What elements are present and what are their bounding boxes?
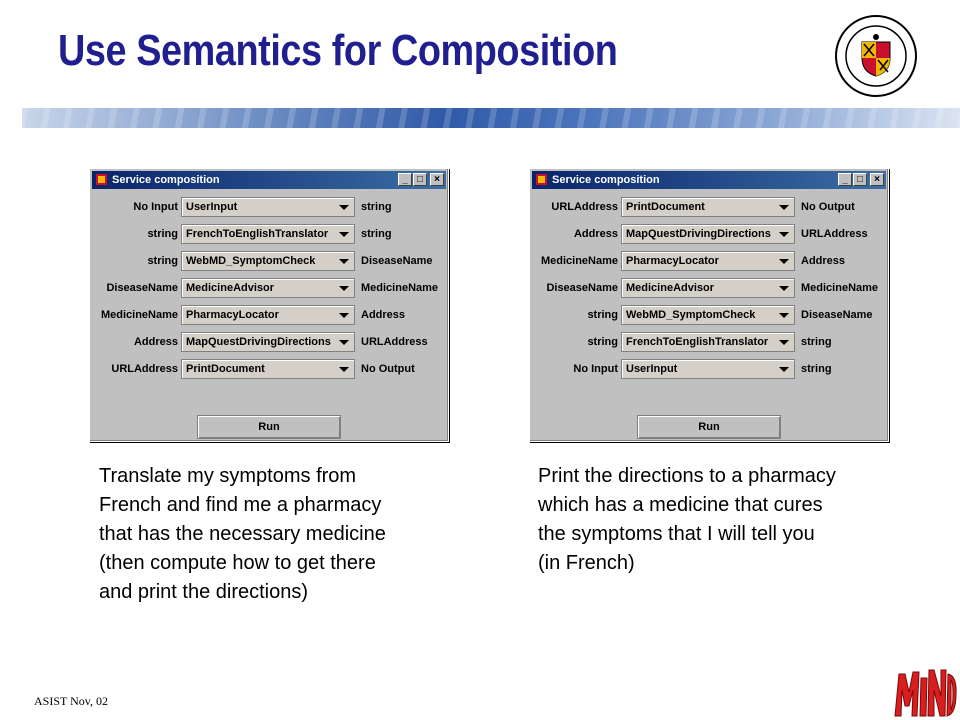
input-type-label: string — [587, 336, 618, 348]
caption-line: the symptoms that I will tell you — [538, 523, 815, 545]
service-dropdown-value: UserInput — [186, 201, 238, 213]
window-title: Service composition — [552, 174, 660, 186]
service-dropdown[interactable] — [181, 359, 355, 379]
dropdown-arrow-icon[interactable] — [339, 340, 349, 345]
service-dropdown-value: FrenchToEnglishTranslator — [626, 336, 769, 348]
service-dropdown[interactable] — [621, 278, 795, 298]
output-type-label: Address — [801, 255, 846, 267]
service-dropdown-value: MedicineAdvisor — [186, 282, 275, 294]
window-titlebar — [92, 171, 446, 189]
composition-row — [530, 197, 886, 219]
caption-line: Translate my symptoms from — [99, 465, 357, 487]
output-type-label: URLAddress — [801, 228, 868, 240]
service-dropdown[interactable] — [621, 224, 795, 244]
input-type-label: MedicineName — [540, 255, 618, 267]
input-type-label: No Input — [573, 363, 618, 375]
composition-row — [90, 278, 446, 300]
input-type-label: DiseaseName — [106, 282, 178, 294]
dropdown-arrow-icon[interactable] — [779, 367, 789, 372]
output-type-label: Address — [361, 309, 406, 321]
service-dropdown[interactable] — [181, 224, 355, 244]
input-type-label: MedicineName — [100, 309, 178, 321]
service-dropdown[interactable] — [181, 332, 355, 352]
caption-line: French and find me a pharmacy — [99, 494, 382, 516]
service-dropdown-value: PrintDocument — [186, 363, 265, 375]
minimize-icon[interactable]: _ — [398, 173, 412, 186]
window-titlebar — [532, 171, 886, 189]
output-type-label: URLAddress — [361, 336, 428, 348]
output-type-label: DiseaseName — [361, 255, 433, 267]
service-dropdown[interactable] — [621, 305, 795, 325]
service-dropdown[interactable] — [181, 251, 355, 271]
composition-row — [530, 305, 886, 327]
input-type-label: URLAddress — [111, 363, 178, 375]
service-dropdown-value: FrenchToEnglishTranslator — [186, 228, 329, 240]
output-type-label: MedicineName — [801, 282, 879, 294]
caption-left — [99, 462, 459, 607]
dropdown-arrow-icon[interactable] — [779, 205, 789, 210]
service-dropdown-value: PrintDocument — [626, 201, 705, 213]
caption-line: and print the directions) — [99, 581, 309, 603]
service-dropdown-value: PharmacyLocator — [626, 255, 719, 267]
dropdown-arrow-icon[interactable] — [339, 286, 349, 291]
dropdown-arrow-icon[interactable] — [779, 340, 789, 345]
window-title: Service composition — [112, 174, 220, 186]
service-dropdown[interactable] — [181, 278, 355, 298]
minimize-icon[interactable]: _ — [838, 173, 852, 186]
output-type-label: No Output — [801, 201, 855, 213]
header-banner — [22, 108, 960, 128]
composition-row — [530, 251, 886, 273]
dropdown-arrow-icon[interactable] — [339, 232, 349, 237]
input-type-label: URLAddress — [551, 201, 618, 213]
dropdown-arrow-icon[interactable] — [339, 367, 349, 372]
service-dropdown[interactable] — [181, 305, 355, 325]
service-dropdown-value: WebMD_SymptomCheck — [186, 255, 316, 267]
service-dropdown[interactable] — [621, 332, 795, 352]
output-type-label: string — [801, 363, 832, 375]
output-type-label: No Output — [361, 363, 415, 375]
composition-row — [90, 251, 446, 273]
service-dropdown-value: MapQuestDrivingDirections — [186, 336, 331, 348]
mind-logo — [893, 666, 957, 718]
maximize-icon[interactable]: □ — [853, 173, 867, 186]
service-dropdown-value: MapQuestDrivingDirections — [626, 228, 771, 240]
service-dropdown-value: MedicineAdvisor — [626, 282, 715, 294]
close-icon[interactable]: × — [430, 173, 444, 186]
dropdown-arrow-icon[interactable] — [779, 232, 789, 237]
input-type-label: DiseaseName — [546, 282, 618, 294]
input-type-label: string — [587, 309, 618, 321]
app-icon — [535, 173, 548, 186]
close-icon[interactable]: × — [870, 173, 884, 186]
service-dropdown[interactable] — [621, 197, 795, 217]
input-type-label: No Input — [133, 201, 178, 213]
caption-line: (then compute how to get there — [99, 552, 376, 574]
dropdown-arrow-icon[interactable] — [339, 259, 349, 264]
caption-line: Print the directions to a pharmacy — [538, 465, 836, 487]
service-dropdown[interactable] — [621, 251, 795, 271]
service-composition-window-left — [89, 168, 449, 442]
input-type-label: string — [147, 255, 178, 267]
composition-row — [90, 197, 446, 219]
dropdown-arrow-icon[interactable] — [779, 286, 789, 291]
output-type-label: string — [361, 201, 392, 213]
input-type-label: Address — [573, 228, 618, 240]
composition-row — [90, 359, 446, 381]
maximize-icon[interactable]: □ — [413, 173, 427, 186]
slide-title: Use Semantics for Composition — [58, 26, 618, 75]
dropdown-arrow-icon[interactable] — [779, 259, 789, 264]
caption-line: which has a medicine that cures — [538, 494, 823, 516]
service-dropdown-value: UserInput — [626, 363, 678, 375]
footer-text: ASIST Nov, 02 — [34, 694, 109, 708]
app-icon — [95, 173, 108, 186]
composition-row — [530, 278, 886, 300]
input-type-label: Address — [133, 336, 178, 348]
dropdown-arrow-icon[interactable] — [339, 205, 349, 210]
output-type-label: MedicineName — [361, 282, 439, 294]
service-composition-window-right — [529, 168, 889, 442]
composition-row — [530, 224, 886, 246]
caption-line: that has the necessary medicine — [99, 523, 386, 545]
output-type-label: DiseaseName — [801, 309, 873, 321]
service-dropdown[interactable] — [621, 359, 795, 379]
service-dropdown-value: PharmacyLocator — [186, 309, 279, 321]
service-dropdown-value: WebMD_SymptomCheck — [626, 309, 756, 321]
composition-row — [530, 332, 886, 354]
caption-line: (in French) — [538, 552, 635, 574]
dropdown-arrow-icon[interactable] — [339, 313, 349, 318]
output-type-label: string — [361, 228, 392, 240]
university-seal-logo — [834, 14, 918, 98]
input-type-label: string — [147, 228, 178, 240]
service-dropdown[interactable] — [181, 197, 355, 217]
run-button[interactable]: Run — [197, 415, 341, 439]
output-type-label: string — [801, 336, 832, 348]
dropdown-arrow-icon[interactable] — [779, 313, 789, 318]
composition-row — [90, 332, 446, 354]
composition-row — [90, 224, 446, 246]
caption-right — [538, 462, 918, 578]
composition-row — [90, 305, 446, 327]
run-button[interactable]: Run — [637, 415, 781, 439]
composition-row — [530, 359, 886, 381]
